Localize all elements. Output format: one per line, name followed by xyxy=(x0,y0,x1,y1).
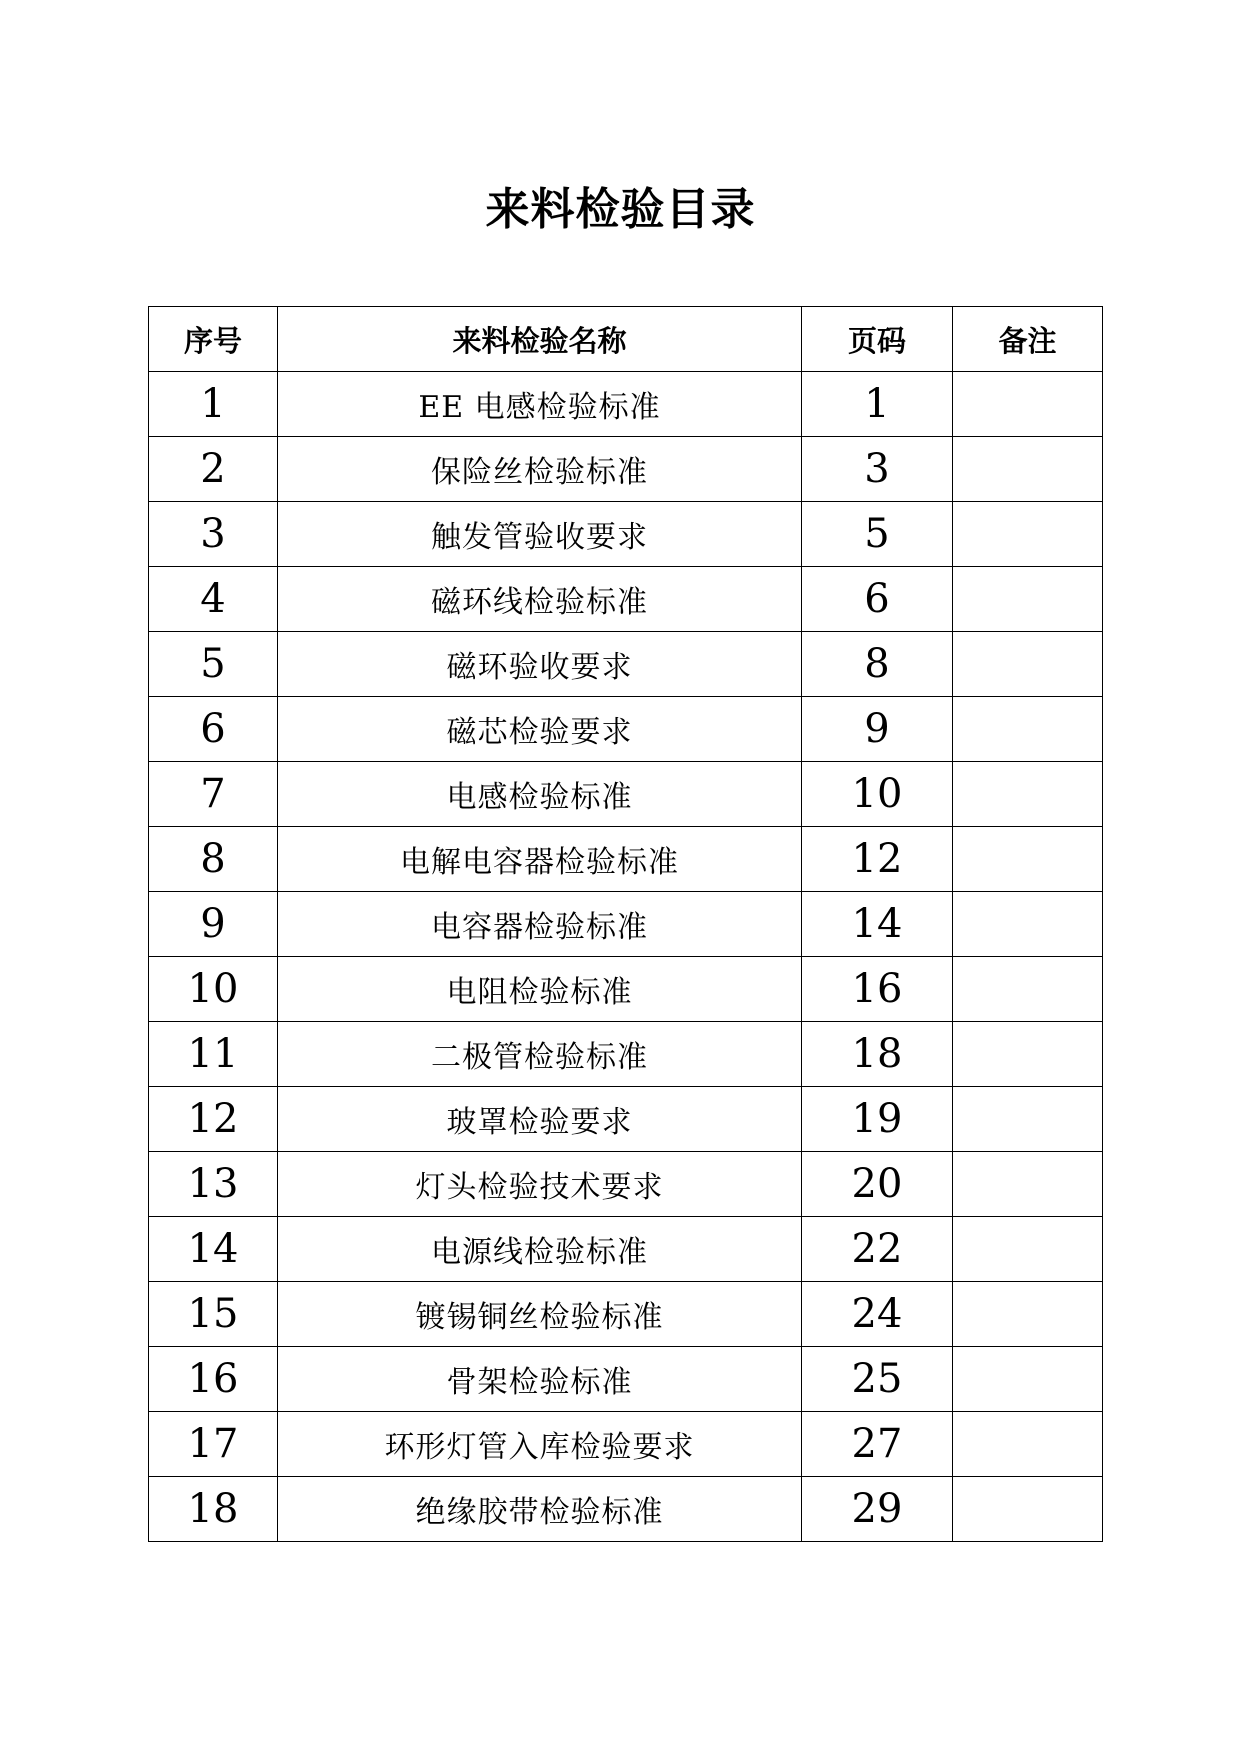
row-index: 14 xyxy=(149,1217,278,1282)
row-index: 7 xyxy=(149,762,278,827)
row-page: 20 xyxy=(802,1152,953,1217)
row-index: 1 xyxy=(149,372,278,437)
row-note xyxy=(953,372,1103,437)
table-row xyxy=(149,502,1103,567)
row-page: 12 xyxy=(802,827,953,892)
row-page: 8 xyxy=(802,632,953,697)
row-page: 1 xyxy=(802,372,953,437)
row-index: 9 xyxy=(149,892,278,957)
table-row xyxy=(149,697,1103,762)
table-row xyxy=(149,1022,1103,1087)
table-row xyxy=(149,957,1103,1022)
row-name: 磁环验收要求 xyxy=(278,632,802,697)
row-page: 6 xyxy=(802,567,953,632)
row-note xyxy=(953,827,1103,892)
row-page: 14 xyxy=(802,892,953,957)
row-name: 绝缘胶带检验标准 xyxy=(278,1477,802,1542)
header-note: 备注 xyxy=(953,307,1103,372)
row-note xyxy=(953,502,1103,567)
row-index: 15 xyxy=(149,1282,278,1347)
row-name: 电阻检验标准 xyxy=(278,957,802,1022)
row-index: 2 xyxy=(149,437,278,502)
row-note xyxy=(953,437,1103,502)
header-index: 序号 xyxy=(149,307,278,372)
row-page: 18 xyxy=(802,1022,953,1087)
row-note xyxy=(953,1087,1103,1152)
row-index: 12 xyxy=(149,1087,278,1152)
row-name: 电容器检验标准 xyxy=(278,892,802,957)
row-name: 骨架检验标准 xyxy=(278,1347,802,1412)
header-page: 页码 xyxy=(802,307,953,372)
table-row xyxy=(149,1217,1103,1282)
row-name: 电感检验标准 xyxy=(278,762,802,827)
row-name: EE 电感检验标准 xyxy=(278,372,802,437)
row-note xyxy=(953,1217,1103,1282)
row-name: 磁芯检验要求 xyxy=(278,697,802,762)
row-note xyxy=(953,1022,1103,1087)
header-name: 来料检验名称 xyxy=(278,307,802,372)
row-index: 4 xyxy=(149,567,278,632)
table-row xyxy=(149,762,1103,827)
row-page: 19 xyxy=(802,1087,953,1152)
row-page: 29 xyxy=(802,1477,953,1542)
row-index: 5 xyxy=(149,632,278,697)
row-name: 环形灯管入库检验要求 xyxy=(278,1412,802,1477)
row-index: 8 xyxy=(149,827,278,892)
table-row xyxy=(149,827,1103,892)
row-name: 二极管检验标准 xyxy=(278,1022,802,1087)
table-row xyxy=(149,1477,1103,1542)
row-index: 3 xyxy=(149,502,278,567)
table-row xyxy=(149,1347,1103,1412)
table-row xyxy=(149,1152,1103,1217)
row-index: 11 xyxy=(149,1022,278,1087)
row-name: 电源线检验标准 xyxy=(278,1217,802,1282)
row-name: 镀锡铜丝检验标准 xyxy=(278,1282,802,1347)
row-name: 磁环线检验标准 xyxy=(278,567,802,632)
row-name: 灯头检验技术要求 xyxy=(278,1152,802,1217)
row-note xyxy=(953,892,1103,957)
row-note xyxy=(953,1282,1103,1347)
toc-table xyxy=(148,306,1103,1542)
table-header-row xyxy=(149,307,1103,372)
row-page: 27 xyxy=(802,1412,953,1477)
row-note xyxy=(953,1152,1103,1217)
row-note xyxy=(953,632,1103,697)
row-page: 3 xyxy=(802,437,953,502)
row-name: 触发管验收要求 xyxy=(278,502,802,567)
row-page: 5 xyxy=(802,502,953,567)
row-note xyxy=(953,567,1103,632)
row-index: 10 xyxy=(149,957,278,1022)
table-row xyxy=(149,1412,1103,1477)
row-page: 16 xyxy=(802,957,953,1022)
row-name: 保险丝检验标准 xyxy=(278,437,802,502)
table-row xyxy=(149,1282,1103,1347)
row-note xyxy=(953,1477,1103,1542)
row-index: 16 xyxy=(149,1347,278,1412)
table-row xyxy=(149,372,1103,437)
row-page: 9 xyxy=(802,697,953,762)
row-index: 17 xyxy=(149,1412,278,1477)
page-title: 来料检验目录 xyxy=(485,184,756,235)
row-note xyxy=(953,1412,1103,1477)
row-note xyxy=(953,1347,1103,1412)
row-index: 13 xyxy=(149,1152,278,1217)
table-row xyxy=(149,1087,1103,1152)
row-note xyxy=(953,762,1103,827)
row-page: 22 xyxy=(802,1217,953,1282)
table-row xyxy=(149,437,1103,502)
row-page: 24 xyxy=(802,1282,953,1347)
row-page: 25 xyxy=(802,1347,953,1412)
row-index: 18 xyxy=(149,1477,278,1542)
row-name: 电解电容器检验标准 xyxy=(278,827,802,892)
row-note xyxy=(953,697,1103,762)
table-row xyxy=(149,632,1103,697)
row-note xyxy=(953,957,1103,1022)
table-row xyxy=(149,567,1103,632)
row-name: 玻罩检验要求 xyxy=(278,1087,802,1152)
row-page: 10 xyxy=(802,762,953,827)
row-index: 6 xyxy=(149,697,278,762)
table-row xyxy=(149,892,1103,957)
